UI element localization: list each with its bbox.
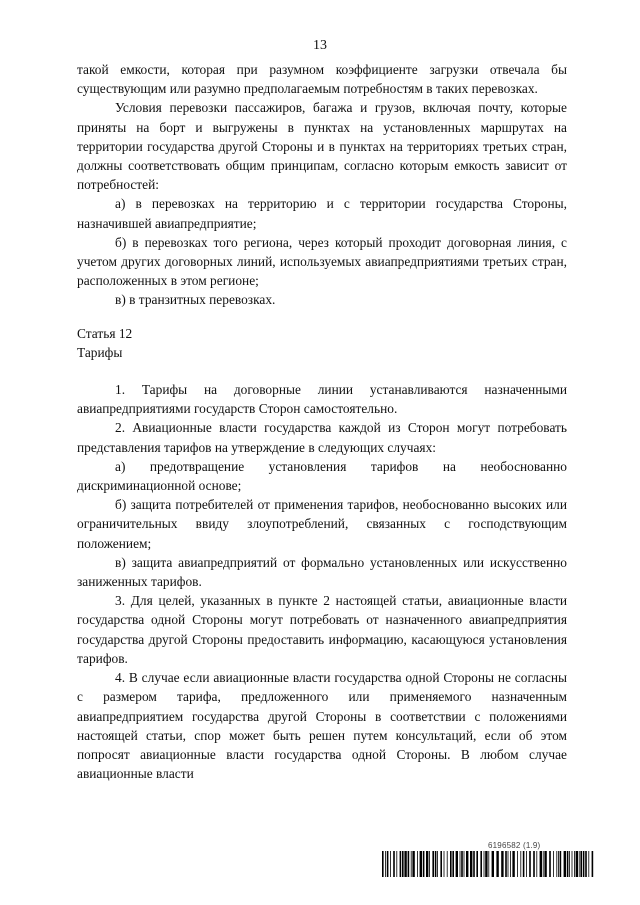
document-body	[77, 60, 567, 783]
paragraph: 2. Авиационные власти государства каждой из Сторон могут потребовать представления тарифов на утверждение в следующих случаях:	[77, 420, 567, 455]
paragraph: такой емкости, которая при разумном коэффициенте загрузки отвечала бы существующим или разумно предполагаемым потребностям в таких перевозках.	[77, 62, 567, 97]
paragraph: а) в перевозках на территорию и с территории государства Стороны, назначившей авиапредприятие;	[77, 196, 567, 231]
paragraph: б) защита потребителей от применения тарифов, необоснованно высоких или ограничительных ввиду злоупотреблений, связанных с господствующим положением;	[77, 497, 567, 551]
paragraphs-top	[77, 60, 567, 310]
page-number: 13	[313, 38, 327, 53]
barcode-block	[382, 841, 594, 877]
barcode-code: 6196582 (1.9)	[488, 841, 541, 850]
article-title: Тарифы	[77, 344, 123, 360]
barcode-image	[382, 851, 594, 877]
paragraph: б) в перевозках того региона, через который проходит договорная линия, с учетом других договорных линий, используемых авиапредприятиями третьих стран, расположенных в этом регионе;	[77, 234, 567, 289]
paragraph: 4. В случае если авиационные власти государства одной Стороны не согласны с размером тарифа, предложенного или применяемого назначенным авиапредприятием государства другой Стороны в соответствии с положениями настоящей статьи, спор может быть решен путем консультаций, если об этом попросят авиационные власти государства одной Стороны. В любом случае авиационные власти	[77, 670, 567, 782]
paragraph: 1. Тарифы на договорные линии устанавливаются назначенными авиапредприятиями государств Сторон самостоятельно.	[77, 382, 567, 417]
article-heading	[77, 324, 567, 362]
paragraphs-bottom	[77, 380, 567, 783]
article-number: Статья 12	[77, 325, 133, 341]
paragraph: 3. Для целей, указанных в пункте 2 настоящей статьи, авиационные власти государства одной Стороны могут потребовать от назначенного авиапредприятия государства другой Стороны предоставить информацию, касающуюся установления тарифов.	[77, 593, 567, 666]
paragraph: Условия перевозки пассажиров, багажа и грузов, включая почту, которые приняты на борт и выгружены в пунктах на установленных маршрутах на территории государства другой Стороны и в пунктах на территориях третьих стран, должны соответствовать общим принципам, согласно которым емкость зависит от потребностей:	[77, 100, 567, 193]
paragraph: в) в транзитных перевозках.	[115, 292, 276, 308]
paragraph: в) защита авиапредприятий от формально установленных или искусственно заниженных тарифов.	[77, 554, 567, 590]
paragraph: а) предотвращение установления тарифов на необоснованно дискриминационной основе;	[77, 458, 567, 494]
